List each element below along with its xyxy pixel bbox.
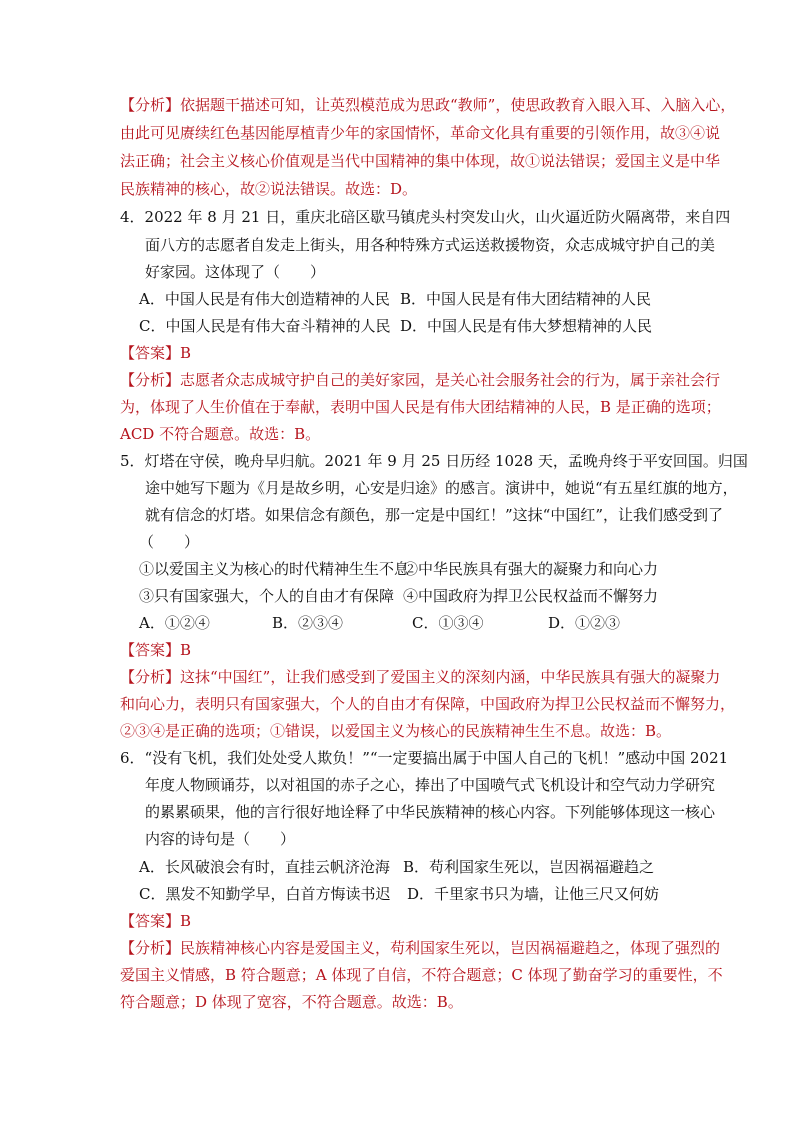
q5-answer	[120, 641, 191, 659]
q4-stem-line-2: 面八方的志愿者自发走上街头，用各种特殊方式运送救援物资，众志成城守护自己的美	[145, 236, 716, 254]
q6-analysis-line-2: 爱国主义情感，B 符合题意；A 体现了自信，不符合题意；C 体现了勤奋学习的重要性，不	[120, 966, 723, 984]
q6-stem-line-2: 年度人物顾诵芬，以对祖国的赤子之心，捧出了中国喷气式飞机设计和空气动力学研究	[145, 776, 716, 794]
q6-answer	[120, 912, 191, 930]
q5-statement-1: ①以爱国主义为核心的时代精神生生不息	[139, 560, 410, 578]
analysis-q3-line-2: 由此可见赓续红色基因能厚植青少年的家国情怀，革命文化具有重要的引领作用，故③④说	[120, 124, 721, 142]
q5-stem-line-2: 途中她写下题为《月是故乡明，心安是归途》的感言。演讲中，她说“有五星红旗的地方，	[145, 479, 738, 497]
q4-analysis-line-3: ACD 不符合题意。故选：B。	[120, 425, 321, 443]
q5-statement-3: ③只有国家强大，个人的自由才有保障	[139, 587, 395, 605]
q5-statement-4: ④中国政府为捍卫公民权益而不懈努力	[403, 587, 659, 605]
q5-stem-line-3: 就有信念的灯塔。如果信念有颜色，那一定是中国红！”这抹“中国红”，让我们感受到了	[145, 506, 724, 524]
q4-option-d: D．中国人民是有伟大梦想精神的人民	[400, 317, 653, 335]
analysis-label: 【分析】	[120, 668, 181, 686]
q4-analysis-line-2: 为，体现了人生价值在于奉献，表明中国人民是有伟大团结精神的人民，B 是正确的选项；	[120, 398, 721, 416]
q5-analysis-line-2: 和向心力，表明只有国家强大，个人的自由才有保障，中国政府为捍卫公民权益而不懈努力，	[120, 695, 736, 713]
answer-value: B	[180, 641, 192, 659]
q5-stem-line-4: （ ）	[139, 533, 200, 551]
analysis-q3-line-3: 法正确；社会主义核心价值观是当代中国精神的集中体现，故①说法错误；爱国主义是中华	[120, 152, 721, 170]
analysis-label: 【分析】	[120, 371, 181, 389]
q6-option-c: C．黑发不知勤学早，白首方悔读书迟	[139, 885, 391, 903]
q5-analysis-line-1: 【分析】这抹“中国红”，让我们感受到了爱国主义的深刻内涵，中华民族具有强大的凝聚力	[120, 668, 721, 686]
answer-label: 【答案】	[120, 344, 181, 362]
q5-option-a: A．①②④	[139, 614, 210, 632]
q5-option-c: C．①③④	[412, 614, 484, 632]
q4-stem-line-1: 4．2022 年 8 月 21 日，重庆北碚区歇马镇虎头村突发山火，山火逼近防火隔离带，来自四	[120, 208, 731, 226]
analysis-q3-line-4: 民族精神的核心，故②说法错误。故选：D。	[120, 180, 418, 198]
answer-label: 【答案】	[120, 912, 181, 930]
answer-value: B	[180, 344, 192, 362]
q5-stem-line-1: 5．灯塔在守侯，晚舟早归航。2021 年 9 月 25 日历经 1028 天，孟晚舟终于平安回国。归国	[120, 452, 748, 470]
analysis-label: 【分析】	[120, 96, 181, 114]
q4-stem-line-3: 好家园。这体现了（ ）	[145, 263, 326, 281]
q5-statement-2: ②中华民族具有强大的凝聚力和向心力	[403, 560, 659, 578]
q4-analysis-line-1: 【分析】志愿者众志成城守护自己的美好家园，是关心社会服务社会的行为，属于亲社会行	[120, 371, 721, 389]
q5-option-b: B．②③④	[272, 614, 344, 632]
analysis-label: 【分析】	[120, 939, 181, 957]
q6-option-b: B．苟利国家生死以，岂因祸福避趋之	[403, 858, 655, 876]
q6-analysis-line-1: 【分析】民族精神核心内容是爱国主义，苟利国家生死以，岂因祸福避趋之，体现了强烈的	[120, 939, 721, 957]
q6-stem-line-1: 6．“没有飞机，我们处处受人欺负！”“一定要搞出属于中国人自己的飞机！”感动中国 2021	[120, 749, 729, 767]
answer-value: B	[180, 912, 192, 930]
q5-option-d: D．①②③	[548, 614, 621, 632]
q4-answer	[120, 344, 191, 362]
q4-option-c: C．中国人民是有伟大奋斗精神的人民	[139, 317, 391, 335]
q6-stem-line-3: 的累累硕果，他的言行很好地诠释了中华民族精神的核心内容。下列能够体现这一核心	[145, 803, 716, 821]
q5-analysis-line-3: ②③④是正确的选项；①错误，以爱国主义为核心的民族精神生生不息。故选：B。	[120, 722, 672, 740]
q6-option-d: D．千里家书只为墙，让他三尺又何妨	[407, 885, 660, 903]
q4-option-a: A．中国人民是有伟大创造精神的人民	[139, 290, 390, 308]
q6-analysis-line-3: 符合题意；D 体现了宽容，不符合题意。故选：B。	[120, 993, 463, 1011]
q6-option-a: A．长风破浪会有时，直挂云帆济沧海	[139, 858, 390, 876]
analysis-q3-line-1: 【分析】依据题干描述可知，让英烈模范成为思政“教师”，使思政教育入眼入耳、入脑入心，	[120, 96, 736, 114]
q4-option-b: B．中国人民是有伟大团结精神的人民	[400, 290, 652, 308]
q6-stem-line-4: 内容的诗句是（ ）	[145, 830, 296, 848]
answer-label: 【答案】	[120, 641, 181, 659]
